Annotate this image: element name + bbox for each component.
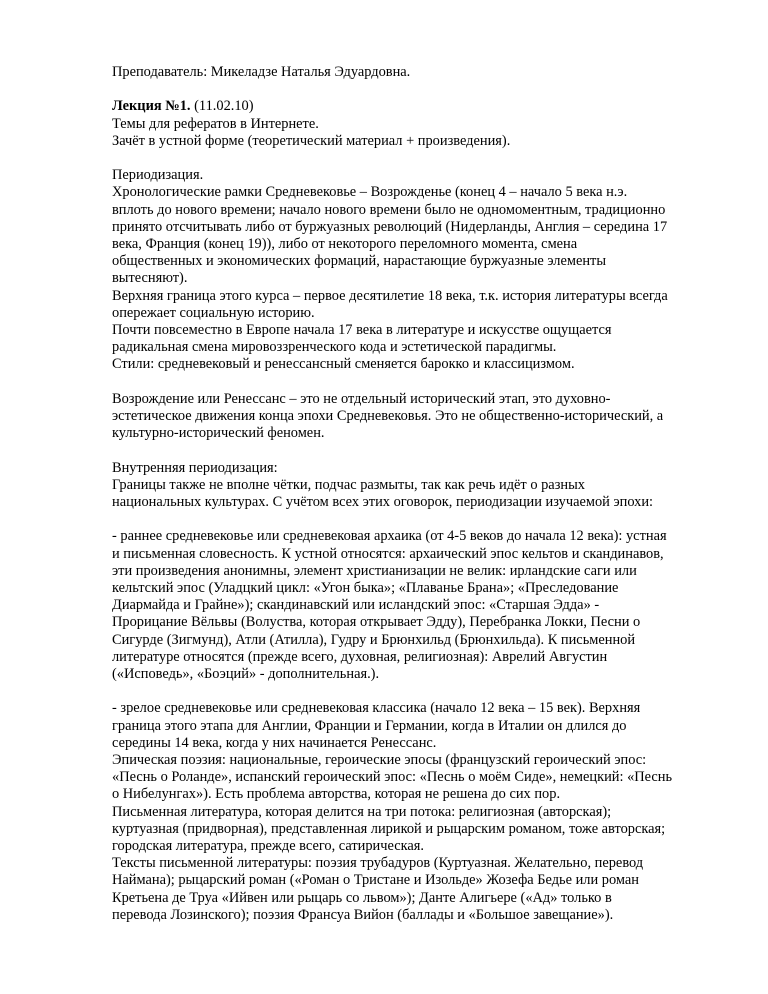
spacer bbox=[112, 683, 718, 700]
text-line: граница этого этапа для Англии, Франции и Германии, когда в Италии он длился до bbox=[112, 717, 627, 734]
spacer bbox=[112, 150, 718, 167]
text-line: Эпическая поэзия: национальные, героические эпосы (французский героический эпос: bbox=[112, 752, 647, 769]
text-line: Возрождение или Ренессанс – это не отдельный исторический этап, это духовно- bbox=[112, 390, 611, 407]
lecture-line: Зачёт в устной форме (теоретический материал + произведения). bbox=[112, 132, 511, 149]
periodization-section bbox=[112, 167, 718, 373]
text-line: принято отсчитывать либо от буржуазных революций (Нидерланды, Англия – середина 17 bbox=[112, 218, 668, 235]
text-line: вытесняют). bbox=[112, 270, 188, 287]
text-line: - раннее средневековье или средневековая архаика (от 4-5 веков до начала 12 века): устная bbox=[112, 528, 667, 545]
internal-periodization-section bbox=[112, 460, 718, 512]
text-line: Кретьена де Труа «Ийвен или рыцарь со львом»); Данте Алигьере («Ад» только в bbox=[112, 889, 612, 906]
mature-middle-ages-section bbox=[112, 700, 718, 924]
text-line: Верхняя граница этого курса – первое десятилетие 18 века, т.к. история литературы всегда bbox=[112, 287, 668, 304]
lecture-title: Лекция №1. bbox=[112, 98, 191, 115]
text-line: Хронологические рамки Средневековье – Возрожденье (конец 4 – начало 5 века н.э. bbox=[112, 184, 628, 201]
text-line: Диармайда и Грайне»); скандинавский или исландский эпос: «Старшая Эдда» - bbox=[112, 597, 600, 614]
text-line: культурно-исторический феномен. bbox=[112, 425, 325, 442]
renaissance-section bbox=[112, 391, 718, 443]
text-line: общественных и экономических формаций, нарастающие буржуазные элементы bbox=[112, 253, 606, 270]
text-line: эти произведения анонимны, элемент христианизации не велик: ирландские саги или bbox=[112, 562, 637, 579]
document-page bbox=[112, 64, 718, 924]
text-line: городская литература, прежде всего, сатирическая. bbox=[112, 838, 424, 855]
text-line: кельтский эпос (Уладцкий цикл: «Угон быка»; «Плаванье Брана»; «Преследование bbox=[112, 580, 619, 597]
text-line: («Исповедь», «Боэций» - дополнительная.). bbox=[112, 666, 380, 683]
text-line: Почти повсеместно в Европе начала 17 века в литературе и искусстве ощущается bbox=[112, 322, 612, 339]
text-line: Прорицание Вёльвы (Волуства, которая открывает Эдду), Перебранка Локки, Песни о bbox=[112, 614, 641, 631]
text-line: куртуазная (придворная), представленная лирикой и рыцарским романом, тоже авторская; bbox=[112, 820, 666, 837]
text-line: - зрелое средневековье или средневековая классика (начало 12 века – 15 век). Верхняя bbox=[112, 700, 641, 717]
teacher-line: Преподаватель: Микеладзе Наталья Эдуардовна. bbox=[112, 64, 411, 80]
lecture-header bbox=[112, 98, 718, 150]
text-line: Стили: средневековый и ренессансный сменяется барокко и классицизмом. bbox=[112, 356, 575, 373]
spacer bbox=[112, 442, 718, 459]
text-line: о Нибелунгах»). Есть проблема авторства, которая не решена до сих пор. bbox=[112, 786, 561, 803]
text-line: Периодизация. bbox=[112, 167, 204, 184]
text-line: радикальная смена мировоззренческого кода и эстетической парадигмы. bbox=[112, 339, 557, 356]
text-line: «Песнь о Роланде», испанский героический эпос: «Песнь о моём Сиде», немецкий: «Песнь bbox=[112, 769, 673, 786]
spacer bbox=[112, 81, 718, 98]
text-line: опережает социальную историю. bbox=[112, 304, 315, 321]
early-middle-ages-section bbox=[112, 528, 718, 683]
text-line: Письменная литература, которая делится на три потока: религиозная (авторская); bbox=[112, 803, 612, 820]
text-line: национальных культурах. С учётом всех этих оговорок, периодизации изучаемой эпохи: bbox=[112, 494, 654, 511]
lecture-line: Темы для рефератов в Интернете. bbox=[112, 115, 319, 132]
text-line: Внутренняя периодизация: bbox=[112, 459, 278, 476]
text-line: вплоть до нового времени; начало нового времени было не одномоментным, традиционно bbox=[112, 201, 666, 218]
text-line: эстетическое движения конца эпохи Средневековья. Это не общественно-исторический, а bbox=[112, 408, 664, 425]
text-line: Сигурде (Зигмунд), Атли (Атилла), Гудру и Брюнхильд (Брюнхильда). К письменной bbox=[112, 631, 636, 648]
text-line: литературе относятся (прежде всего, духовная, религиозная): Аврелий Августин bbox=[112, 648, 608, 665]
text-line: Тексты письменной литературы: поэзия трубадуров (Куртуазная. Желательно, перевод bbox=[112, 855, 644, 872]
text-line: перевода Лозинского); поэзия Франсуа Вийон (баллады и «Большое завещание»). bbox=[112, 906, 614, 923]
text-line: и письменная словесность. К устной относятся: архаический эпос кельтов и скандинавов, bbox=[112, 545, 664, 562]
spacer bbox=[112, 511, 718, 528]
text-line: Границы также не вполне чётки, подчас размыты, так как речь идёт о разных bbox=[112, 476, 585, 493]
spacer bbox=[112, 374, 718, 391]
lecture-date: (11.02.10) bbox=[190, 98, 254, 115]
text-line: середины 14 века, когда у них начинается Ренессанс. bbox=[112, 734, 437, 751]
text-line: века, Франция (конец 19)), либо от некоторого переломного момента, смена bbox=[112, 236, 578, 252]
text-line: Наймана); рыцарский роман («Роман о Тристане и Изольде» Жозефа Бедье или роман bbox=[112, 872, 639, 889]
